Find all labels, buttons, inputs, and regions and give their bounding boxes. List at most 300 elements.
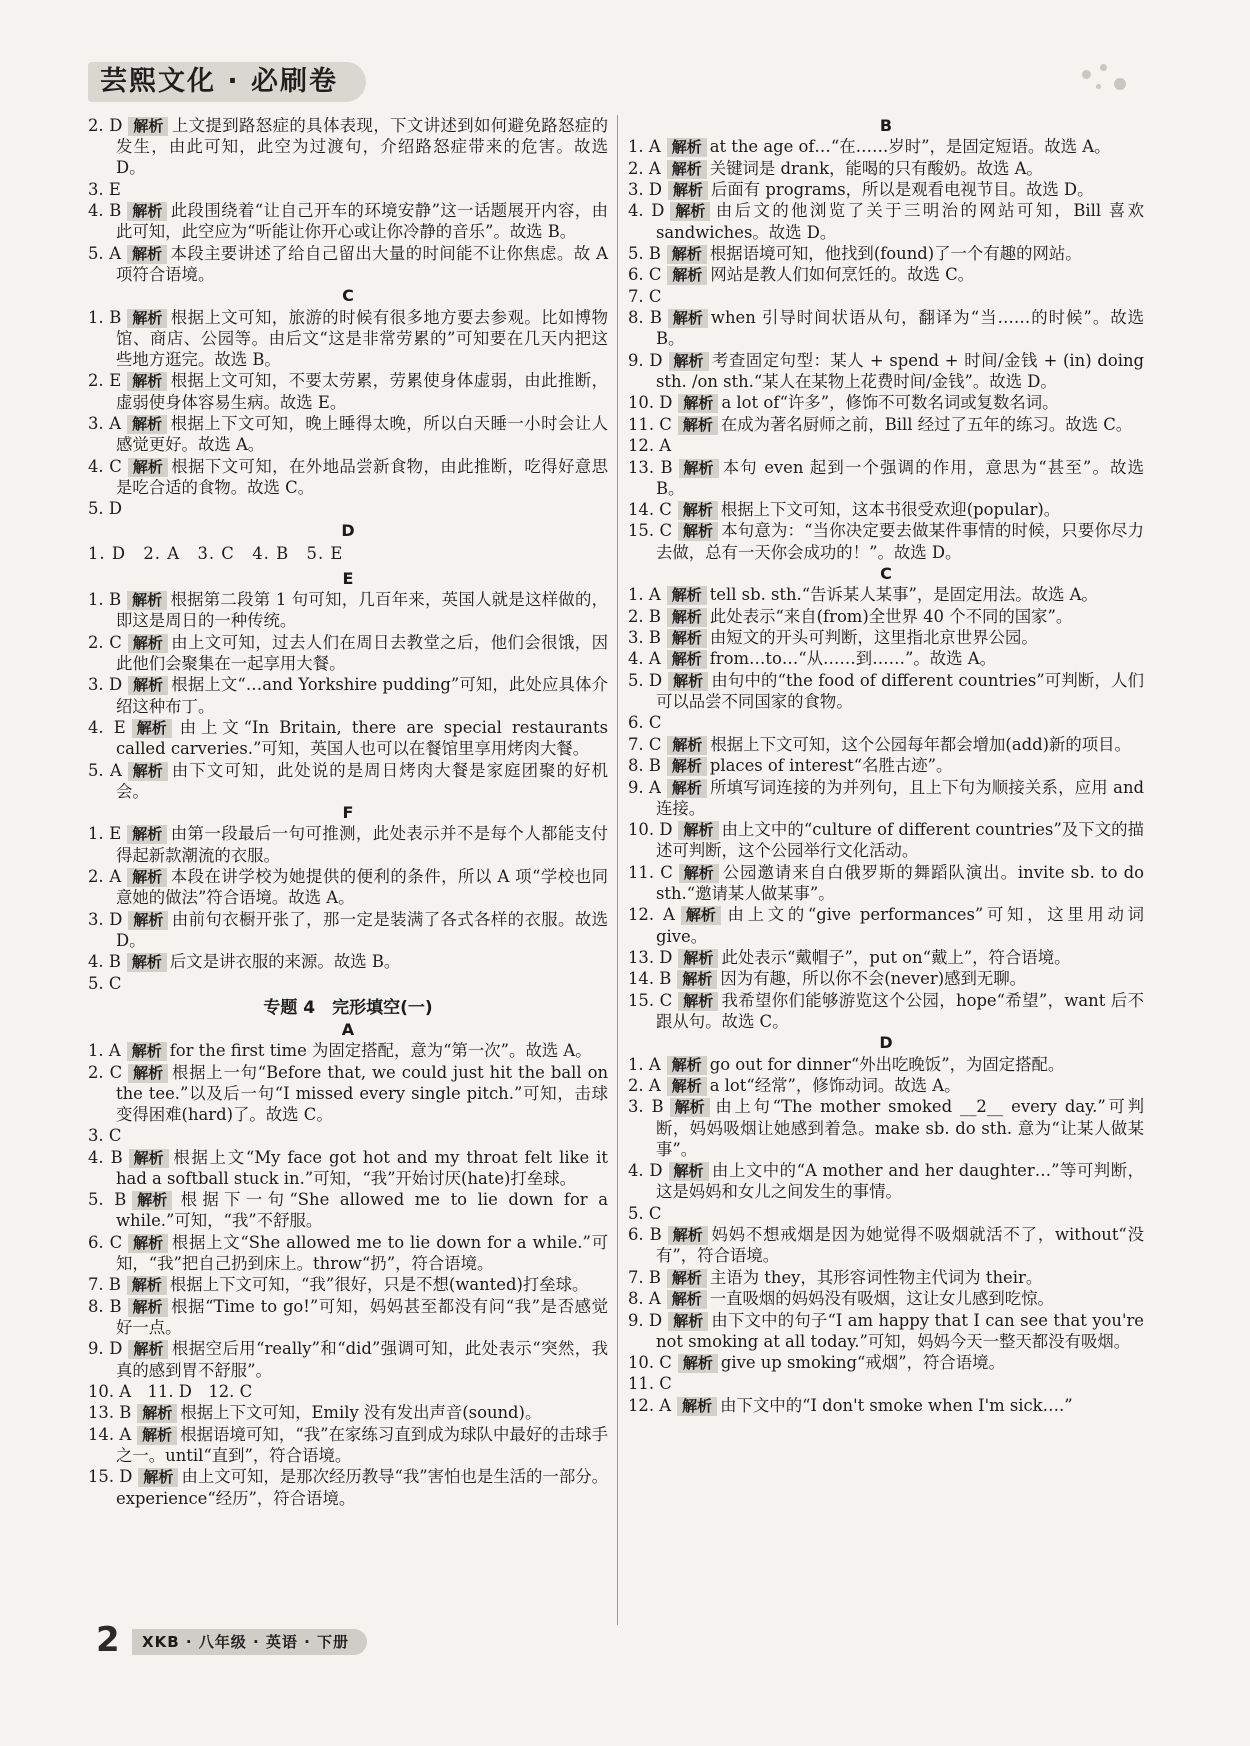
analysis-tag: 解析 (678, 949, 718, 968)
answer-item (628, 1203, 1144, 1224)
answer-item (628, 1288, 1144, 1309)
answer-number: 5. C (88, 973, 122, 993)
footer-book-info: XKB · 八年级 · 英语 · 下册 (132, 1629, 367, 1655)
answer-item (88, 307, 608, 371)
answer-number: 12. A (628, 436, 672, 456)
answer-item (88, 1296, 608, 1338)
answer-explanation: tell sb. sth.“告诉某人某事”，是固定用法。故选 A。 (709, 585, 1098, 605)
page-footer (96, 1620, 416, 1660)
answer-number: 5. A (88, 760, 122, 780)
answer-item (628, 734, 1144, 755)
answer-number: 7. B (88, 1275, 121, 1295)
answer-item (88, 1402, 608, 1423)
answer-number: 3. A (88, 413, 122, 433)
answer-item (628, 1054, 1144, 1075)
answer-number: 7. B (628, 1267, 661, 1287)
answer-number: 1. A (88, 1041, 121, 1061)
answer-item (628, 1310, 1144, 1352)
answer-explanation: 关键词是 drank，能喝的只有酸奶。故选 A。 (709, 158, 1043, 178)
answer-item (628, 904, 1144, 946)
analysis-tag: 解析 (132, 1191, 172, 1210)
answer-number: 10. D (628, 393, 673, 413)
answer-number: 15. C (628, 521, 673, 541)
answer-explanation: 后面有 programs，所以是观看电视节目。故选 D。 (711, 179, 1094, 199)
answer-item (88, 909, 608, 951)
answer-number: 10. C (628, 1353, 672, 1373)
answer-number: 5. B (628, 243, 661, 263)
answer-number: 8. B (628, 308, 662, 328)
answer-item (628, 136, 1144, 157)
answer-number: 2. A (628, 1075, 661, 1095)
answer-number: 3. B (628, 628, 661, 648)
analysis-tag: 解析 (127, 202, 167, 221)
analysis-tag: 解析 (678, 1354, 718, 1373)
page-number: 2 (96, 1620, 120, 1660)
answer-number: 14. C (628, 500, 672, 520)
analysis-tag: 解析 (137, 1426, 177, 1445)
analysis-tag: 解析 (679, 864, 719, 883)
answer-explanation: 我希望你们能够游览这个公园，hope“希望”，want 后不跟从句。故选 C。 (656, 990, 1145, 1031)
analysis-tag: 解析 (677, 1397, 717, 1416)
analysis-tag: 解析 (132, 719, 172, 738)
analysis-tag: 解析 (668, 1226, 708, 1245)
analysis-tag: 解析 (667, 586, 707, 605)
answer-item (88, 1274, 608, 1295)
answer-explanation: 此处表示“戴帽子”，put on“戴上”，符合语境。 (721, 947, 1071, 967)
answer-explanation: 由后文的他浏览了关于三明治的网站可知，Bill 喜欢 sandwiches。故选 D。 (656, 201, 1144, 242)
analysis-tag: 解析 (128, 1298, 168, 1317)
answer-number: 2. A (88, 866, 122, 886)
answer-number: 14. B (628, 969, 672, 989)
analysis-tag: 解析 (667, 650, 707, 669)
answer-item (628, 200, 1144, 242)
analysis-tag: 解析 (128, 458, 168, 477)
answer-item (628, 520, 1144, 562)
analysis-tag: 解析 (127, 372, 167, 391)
analysis-tag: 解析 (128, 911, 168, 930)
left-section-e (88, 589, 608, 802)
answer-item (88, 973, 608, 994)
answer-number: 1. B (88, 307, 122, 327)
answer-number: 5. D (88, 499, 122, 519)
answer-item (628, 350, 1144, 392)
answer-number: 3. D (88, 675, 123, 695)
answer-number: 12. A (628, 905, 675, 925)
analysis-tag: 解析 (678, 821, 718, 840)
analysis-tag: 解析 (667, 736, 707, 755)
analysis-tag: 解析 (667, 266, 707, 285)
answer-explanation: 根据“Time to go!”可知，妈妈甚至都没有问“我”是否感觉好一点。 (116, 1296, 608, 1338)
answer-explanation: 本段主要讲述了给自己留出大量的时间能不让你焦虑。故 A 项符合语境。 (116, 243, 609, 284)
left-section-c-label: C (342, 286, 354, 306)
left-section-c (88, 307, 608, 520)
answer-explanation: 根据上文“My face got hot and my throat felt like it had a softball stuck in.”可知，“我”开始讨厌(hate)打垒球。 (116, 1147, 608, 1188)
analysis-tag: 解析 (667, 138, 707, 157)
answer-number: 2. A (628, 158, 661, 178)
analysis-tag: 解析 (668, 309, 708, 328)
analysis-tag: 解析 (667, 245, 707, 264)
answer-explanation: 此处表示“来自(from)全世界 40 个不同的国家”。 (709, 606, 1073, 626)
answer-item (628, 990, 1144, 1032)
answer-number: 9. A (628, 777, 661, 797)
analysis-tag: 解析 (667, 757, 707, 776)
answer-item (88, 1381, 608, 1402)
analysis-tag: 解析 (138, 1468, 178, 1487)
answer-number: 5. D (628, 670, 663, 690)
answer-number: 6. C (628, 713, 662, 733)
answer-number: 4. B (88, 952, 121, 972)
answer-explanation: at the age of…“在……岁时”，是固定短语。故选 A。 (709, 137, 1111, 157)
left-section-d-label: D (341, 520, 355, 540)
answer-explanation: 由上文中的“A mother and her daughter…”等可判断，这是妈妈和女儿之间发生的事情。 (656, 1161, 1144, 1202)
analysis-tag: 解析 (667, 629, 707, 648)
answer-number: 10. D (628, 820, 673, 840)
answer-number: 3. E (88, 179, 121, 199)
answer-number: 15. C (628, 990, 673, 1010)
analysis-tag: 解析 (128, 676, 168, 695)
answer-number: 2. E (88, 371, 122, 391)
answer-number: 12. A (628, 1395, 672, 1415)
answer-item (88, 1466, 608, 1508)
answer-explanation: 妈妈不想戒烟是因为她觉得不吸烟就活不了，without“没有”，符合语境。 (656, 1225, 1144, 1266)
answer-number: 3. D (628, 179, 662, 199)
answer-explanation: 根据上下文可知，这本书很受欢迎(popular)。 (720, 500, 1061, 520)
answer-item (88, 200, 608, 242)
left-section-f-label: F (342, 803, 354, 823)
answer-explanation: 主语为 they，其形容词性物主代词为 their。 (709, 1267, 1043, 1287)
answer-item (628, 1395, 1144, 1416)
answer-explanation: 根据上下文可知，晚上睡得太晚，所以白天睡一小时会让人感觉更好。故选 A。 (116, 413, 609, 455)
answer-explanation: 根据上文“…and Yorkshire pudding”可知，此处应具体介绍这种布丁。 (116, 675, 608, 716)
answer-explanation: 考查固定句型：某人 + spend + 时间/金钱 + (in) doing sth. /on sth.“某人在某物上花费时间/金钱”。故选 D。 (656, 350, 1144, 391)
answer-explanation: 所填写词连接的为并列句，且上下句为顺接关系，应用 and 连接。 (656, 777, 1145, 818)
analysis-tag: 解析 (667, 779, 707, 798)
answer-number: 13. D (628, 947, 673, 967)
answer-number: 1. B (88, 590, 122, 610)
left-section-e-label: E (342, 568, 354, 588)
answer-item (628, 1352, 1144, 1373)
answer-explanation: 根据上文可知，旅游的时候有很多地方要去参观。比如博物馆、商店、公园等。由后文“这是非常劳累的”可知要在几天内把这些地方逛完。故选 B。 (116, 307, 608, 369)
answer-number: 9. D (88, 1339, 123, 1359)
answer-item (628, 862, 1144, 904)
answer-number: 2. D (88, 116, 123, 135)
answer-number: 6. B (628, 1225, 662, 1245)
analysis-tag: 解析 (669, 352, 709, 371)
answer-explanation: 一直吸烟的妈妈没有吸烟，这让女儿感到吃惊。 (709, 1289, 1054, 1309)
answer-item (88, 1062, 608, 1126)
answer-explanation: 因为有趣，所以你不会(never)感到无聊。 (720, 969, 1027, 989)
topic-section-a-label: A (341, 1019, 355, 1039)
answer-item (628, 648, 1144, 669)
analysis-tag: 解析 (127, 868, 167, 887)
topic-title: 专题 4 完形填空(一) (263, 997, 433, 1018)
answer-explanation: 根据上文可知，不要太劳累，劳累使身体虚弱，由此推断，虚弱使身体容易生病。故选 E。 (116, 371, 608, 412)
answer-explanation: 根据上下文可知，Emily 没有发出声音(sound)。 (180, 1403, 542, 1423)
analysis-tag: 解析 (129, 1149, 169, 1168)
analysis-tag: 解析 (668, 672, 708, 691)
answer-item (628, 1224, 1144, 1266)
answer-item (628, 286, 1144, 307)
answer-number: 5. C (628, 1203, 662, 1223)
answer-number: 8. B (628, 756, 661, 776)
answer-item (628, 627, 1144, 648)
answer-item (628, 947, 1144, 968)
analysis-tag: 解析 (667, 1290, 707, 1309)
answer-item (88, 674, 608, 716)
answer-item (628, 606, 1144, 627)
answer-explanation: give up smoking“戒烟”，符合语境。 (720, 1353, 1005, 1373)
answer-item (88, 1189, 608, 1231)
answer-explanation: 由短文的开头可判断，这里指北京世界公园。 (709, 628, 1038, 648)
analysis-tag: 解析 (128, 762, 168, 781)
answer-item (628, 584, 1144, 605)
answer-item (88, 632, 608, 674)
analysis-tag: 解析 (678, 992, 718, 1011)
answer-item (88, 498, 608, 519)
analysis-tag: 解析 (670, 1098, 710, 1117)
answer-item (88, 866, 608, 908)
answer-number: 6. C (628, 265, 662, 285)
answer-number: 4. B (88, 201, 122, 221)
answer-number: 6. C (88, 1232, 123, 1252)
answer-item (88, 717, 608, 759)
analysis-tag: 解析 (678, 501, 718, 520)
answer-number: 8. B (88, 1296, 122, 1316)
answer-explanation: 根据上下文可知，这个公园每年都会增加(add)新的项目。 (710, 734, 1131, 754)
answer-item (628, 499, 1144, 520)
analysis-tag: 解析 (679, 459, 719, 478)
answer-number: 4. D (628, 201, 665, 221)
answer-explanation: a lot of“许多”，修饰不可数名词或复数名词。 (721, 393, 1059, 413)
left-section-d-answers: 1. D 2. A 3. C 4. B 5. E (88, 543, 344, 563)
answer-explanation: 根据下一句“She allowed me to lie down for a while.”可知，“我”不舒服。 (116, 1190, 608, 1231)
answer-number: 13. B (88, 1403, 132, 1423)
answer-number: 9. D (628, 350, 663, 370)
answer-item (88, 760, 608, 802)
answer-item (628, 179, 1144, 200)
answer-explanation: 本段在讲学校为她提供的便利的条件，所以 A 项“学校也同意她的做法”符合语境。故选 A。 (116, 866, 608, 908)
analysis-tag: 解析 (128, 1064, 168, 1083)
analysis-tag: 解析 (127, 1276, 167, 1295)
answer-number: 5. B (88, 1190, 127, 1210)
answer-explanation: 根据上文“She allowed me to lie down for a while.”可知，“我”把自己扔到床上。throw“扔”，符合语境。 (116, 1232, 608, 1274)
answer-item (628, 414, 1144, 435)
answer-item (628, 1160, 1144, 1202)
answer-explanation: 由上文“In Britain, there are special restaurants called carveries.”可知，英国人也可以在餐馆里享用烤肉大餐。 (116, 717, 608, 759)
answer-item (88, 1040, 608, 1061)
answer-item (628, 435, 1144, 456)
answer-explanation: 此段围绕着“让自己开车的环境安静”这一话题展开内容，由此可知，此空应为“听能让你开心或让你冷静的音乐”。故选 B。 (116, 201, 608, 242)
answer-number: 9. D (628, 1310, 663, 1330)
analysis-tag: 解析 (127, 415, 167, 434)
answer-number: 1. A (628, 137, 661, 157)
analysis-tag: 解析 (667, 1056, 707, 1075)
answer-item (88, 823, 608, 865)
answer-item (88, 456, 608, 498)
right-section-c (628, 584, 1144, 1032)
analysis-tag: 解析 (668, 1312, 708, 1331)
analysis-tag: 解析 (127, 591, 167, 610)
answer-number: 8. A (628, 1289, 661, 1309)
analysis-tag: 解析 (669, 1162, 709, 1181)
analysis-tag: 解析 (128, 117, 168, 136)
answer-item (628, 243, 1144, 264)
answer-explanation: 公园邀请来自白俄罗斯的舞蹈队演出。invite sb. to do sth.“邀请某人做某事”。 (656, 862, 1144, 903)
answer-number: 2. C (88, 632, 122, 652)
answer-explanation: 根据语境可知，他找到(found)了一个有趣的网站。 (709, 243, 1082, 263)
right-section-b (628, 136, 1144, 563)
left-section-b (88, 115, 608, 285)
answer-number: 7. C (628, 734, 662, 754)
column-divider (617, 115, 618, 1625)
answer-item (88, 1125, 608, 1146)
answer-item (88, 370, 608, 412)
page-header (88, 58, 1148, 110)
answer-number: 14. A (88, 1424, 132, 1444)
answer-item (88, 1232, 608, 1274)
answer-item (88, 413, 608, 455)
answer-item (628, 158, 1144, 179)
answer-item (628, 755, 1144, 776)
answer-item (628, 1267, 1144, 1288)
answer-item (88, 951, 608, 972)
answer-explanation: go out for dinner“外出吃晚饭”，为固定搭配。 (709, 1054, 1065, 1074)
left-section-f (88, 823, 608, 993)
answer-explanation: 由上文的“give performances”可知，这里用动词 give。 (656, 905, 1144, 946)
analysis-tag: 解析 (667, 1269, 707, 1288)
analysis-tag: 解析 (667, 160, 707, 179)
answer-explanation: 网站是教人们如何烹饪的。故选 C。 (710, 265, 975, 285)
answer-explanation: 根据空后用“really”和“did”强调可知，此处表示“突然，我真的感到胃不舒服”。 (116, 1339, 608, 1380)
answer-explanation: from…to…“从……到……”。故选 A。 (709, 649, 996, 669)
answer-number: 11. C (628, 414, 672, 434)
answer-explanation: 由下文中的句子“I am happy that I can see that you're not smoking at all today.”可知，妈妈今天一整天都没有吸烟。 (656, 1310, 1144, 1351)
answer-explanation: places of interest“名胜古迹”。 (709, 756, 953, 776)
right-section-d-label: D (879, 1033, 893, 1053)
answer-explanation: 根据语境可知，“我”在家练习直到成为球队中最好的击球手之一。until“直到”，符合语境。 (116, 1424, 608, 1466)
answer-explanation: 由上文中的“culture of different countries”及下文的描述可判断，这个公园举行文化活动。 (656, 820, 1144, 861)
answer-explanation: 本句 even 起到一个强调的作用，意思为“甚至”。故选 B。 (656, 457, 1144, 498)
answer-number: 13. B (628, 457, 673, 477)
answer-explanation: 在成为著名厨师之前，Bill 经过了五年的练习。故选 C。 (720, 414, 1133, 434)
analysis-tag: 解析 (137, 1404, 177, 1423)
answer-number: 3. D (88, 909, 123, 929)
answer-explanation: for the first time 为固定搭配，意为“第一次”。故选 A。 (169, 1041, 592, 1061)
brand-title: 芸熙文化 · 必刷卷 (88, 62, 366, 102)
answer-item (628, 1075, 1144, 1096)
answer-explanation: when 引导时间状语从句，翻译为“当……的时候”。故选 B。 (656, 308, 1144, 349)
answer-item (88, 1338, 608, 1380)
answer-item (88, 1147, 608, 1189)
analysis-tag: 解析 (127, 825, 167, 844)
analysis-tag: 解析 (667, 1077, 707, 1096)
answer-item (628, 264, 1144, 285)
answer-item (628, 819, 1144, 861)
right-section-c-label: C (880, 564, 892, 584)
answer-number: 11. C (628, 1374, 672, 1394)
answer-number: 1. E (88, 824, 122, 844)
answer-explanation: 本句意为：“当你决定要去做某件事情的时候，只要你尽力去做，总有一天你会成功的！”。故选 D。 (656, 521, 1144, 562)
answer-number: 5. A (88, 243, 122, 263)
answer-item (628, 392, 1144, 413)
analysis-tag: 解析 (667, 608, 707, 627)
answer-item (628, 670, 1144, 712)
right-column (628, 115, 1144, 1416)
answer-explanation: 由第一段最后一句可推测，此处表示并不是每个人都能支付得起新款潮流的衣服。 (116, 824, 608, 865)
answer-item (628, 457, 1144, 499)
answer-number: 2. B (628, 606, 661, 626)
answer-item (628, 1373, 1144, 1394)
answer-explanation: a lot“经常”，修饰动词。故选 A。 (709, 1075, 961, 1095)
analysis-tag: 解析 (127, 309, 167, 328)
answer-explanation: 由上句“The mother smoked __2__ every day.”可判断，妈妈吸烟让她感到着急。make sb. do sth. 意为“让某人做某事”。 (656, 1097, 1144, 1159)
analysis-tag: 解析 (128, 1340, 168, 1359)
answer-explanation: 由上文可知，过去人们在周日去教堂之后，他们会很饿，因此他们会聚集在一起享用大餐。 (116, 632, 609, 673)
answer-explanation: 由下文可知，此处说的是周日烤肉大餐是家庭团聚的好机会。 (116, 760, 609, 801)
topic-section-a (88, 1040, 608, 1509)
answer-number: 4. C (88, 456, 122, 476)
analysis-tag: 解析 (678, 394, 718, 413)
answer-item (628, 968, 1144, 989)
answer-number: 3. C (88, 1126, 122, 1146)
answer-explanation: 根据第二段第 1 句可知，几百年来，英国人就是这样做的，即这是周日的一种传统。 (116, 590, 608, 631)
analysis-tag: 解析 (127, 245, 167, 264)
right-section-b-label: B (879, 116, 893, 135)
answer-item (628, 712, 1144, 733)
answer-number: 4. D (628, 1161, 663, 1181)
right-section-d (628, 1054, 1144, 1417)
analysis-tag: 解析 (128, 634, 168, 653)
answer-item (88, 115, 608, 179)
answer-item (88, 1424, 608, 1466)
answer-number: 4. A (628, 649, 661, 669)
analysis-tag: 解析 (678, 416, 718, 435)
answer-explanation: 由前句衣橱开张了，那一定是装满了各式各样的衣服。故选 D。 (116, 909, 609, 950)
answer-item (628, 777, 1144, 819)
answer-number: 4. E (88, 717, 126, 737)
answer-number: 1. A (628, 585, 661, 605)
answer-explanation: 根据上一句“Before that, we could just hit the ball on the tee.”以及后一句“I missed every single pitch.”可知，击球变得困难(hard)了。故选 C。 (116, 1062, 609, 1124)
answer-inline-list: 10. A 11. D 12. C (88, 1382, 253, 1402)
answer-item (628, 1096, 1144, 1160)
analysis-tag: 解析 (668, 181, 708, 200)
analysis-tag: 解析 (677, 970, 717, 989)
answer-number: 1. A (628, 1054, 661, 1074)
answer-number: 11. C (628, 862, 673, 882)
answer-item (88, 179, 608, 200)
analysis-tag: 解析 (128, 1234, 168, 1253)
answer-item (88, 243, 608, 285)
answer-number: 15. D (88, 1467, 133, 1487)
analysis-tag: 解析 (678, 522, 718, 541)
analysis-tag: 解析 (681, 906, 721, 925)
answer-item (88, 589, 608, 631)
answer-number: 2. C (88, 1062, 123, 1082)
analysis-tag: 解析 (670, 202, 710, 221)
left-column (88, 115, 608, 1509)
answer-explanation: 根据上下文可知，“我”很好，只是不想(wanted)打垒球。 (169, 1275, 589, 1295)
answer-explanation: 由下文中的“I don't smoke when I'm sick….” (720, 1395, 1073, 1415)
answer-number: 7. C (628, 286, 662, 306)
answer-explanation: 由上文可知，是那次经历教导“我”害怕也是生活的一部分。experience“经历”，符合语境。 (116, 1467, 608, 1508)
analysis-tag: 解析 (127, 1042, 167, 1061)
answer-number: 3. B (628, 1097, 664, 1117)
decorative-dots-icon (1078, 58, 1138, 98)
answer-explanation: 上文提到路怒症的具体表现，下文讲述到如何避免路怒症的发生，由此可知，此空为过渡句，介绍路怒症带来的危害。故选 D。 (116, 116, 609, 178)
answer-explanation: 根据下文可知，在外地品尝新食物，由此推断，吃得好意思是吃合适的食物。故选 C。 (116, 456, 609, 497)
answer-item (628, 307, 1144, 349)
answer-explanation: 由句中的“the food of different countries”可判断，人们可以品尝不同国家的食物。 (656, 670, 1144, 712)
